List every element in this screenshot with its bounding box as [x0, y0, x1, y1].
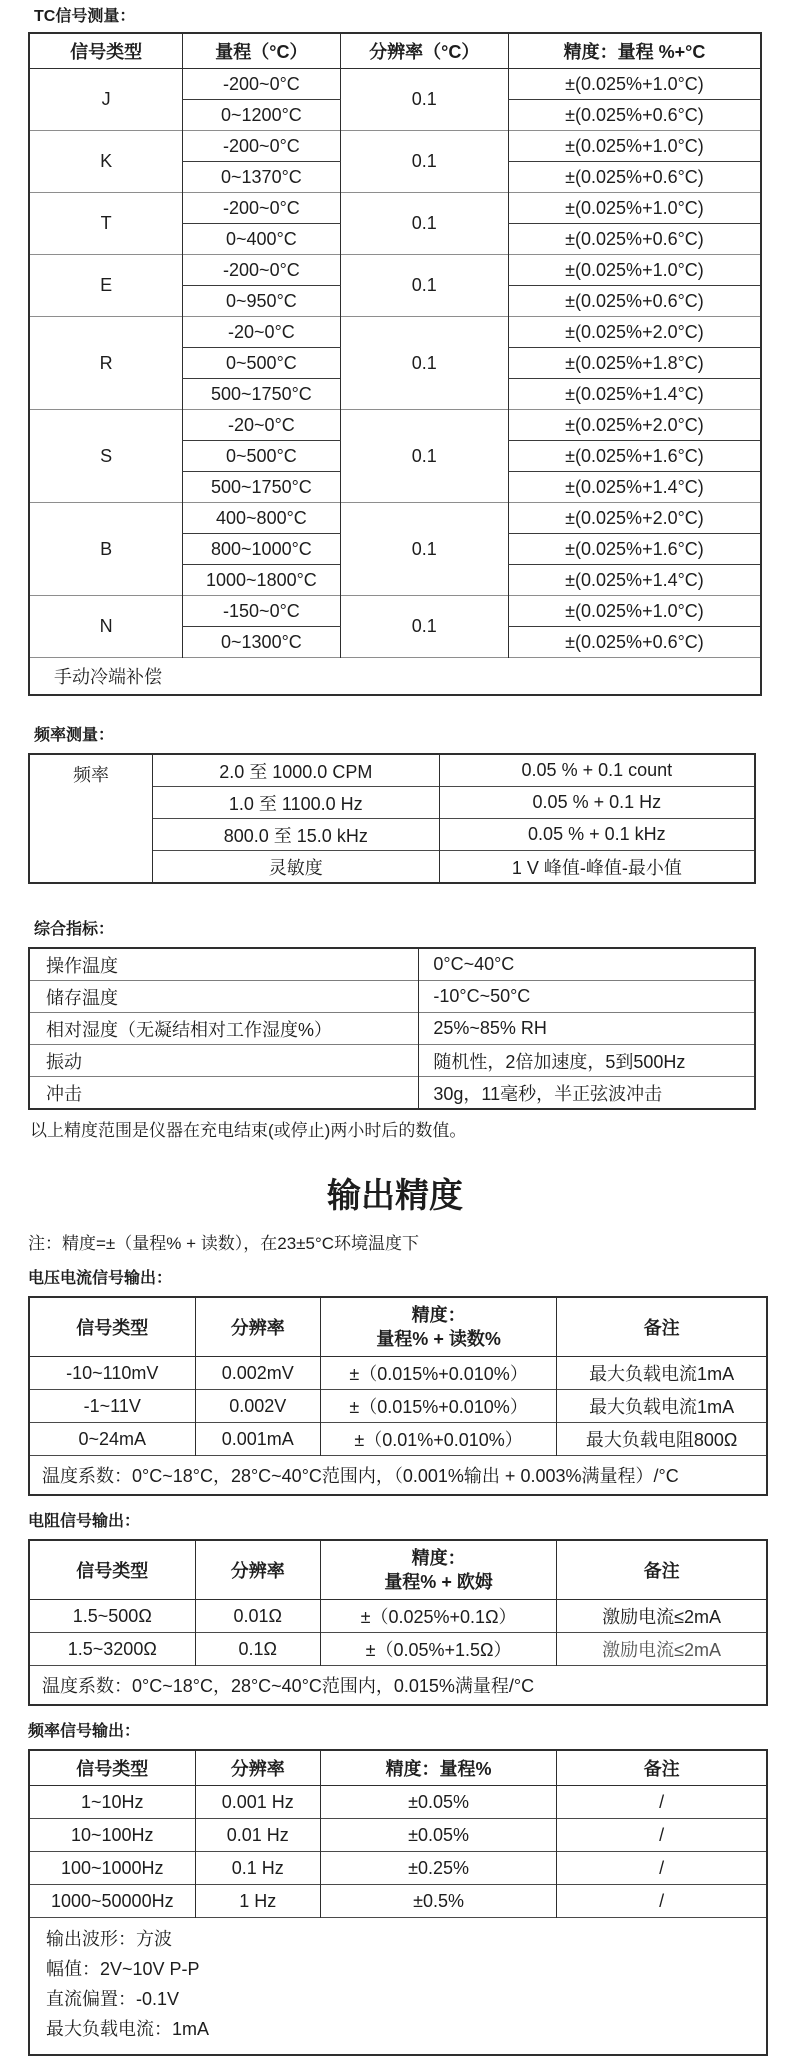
tc-range-cell: 0~500°C	[183, 441, 340, 472]
tc-range-cell: -200~0°C	[183, 255, 340, 286]
freq-accuracy-cell: 0.05 % + 0.1 count	[439, 754, 755, 787]
tc-accuracy-cell: ±(0.025%+1.0°C)	[508, 69, 761, 100]
fout-remark-cell: /	[557, 1819, 767, 1852]
tc-accuracy-cell: ±(0.025%+0.6°C)	[508, 286, 761, 317]
tc-accuracy-cell: ±(0.025%+1.0°C)	[508, 193, 761, 224]
resistance-header-accuracy-line1: 精度：	[411, 1548, 466, 1568]
table-row	[29, 1045, 755, 1077]
table-row	[29, 1390, 767, 1423]
vi-type-cell: -1~11V	[29, 1390, 195, 1423]
tc-header-resolution: 分辨率（°C）	[340, 33, 508, 69]
tc-resolution-cell: 0.1	[340, 317, 508, 410]
tc-range-cell: 500~1750°C	[183, 379, 340, 410]
resistance-resolution-cell: 0.1Ω	[195, 1633, 320, 1666]
tc-accuracy-cell: ±(0.025%+0.6°C)	[508, 224, 761, 255]
tc-header-type: 信号类型	[29, 33, 183, 69]
fout-footer-cell	[29, 1918, 767, 2056]
fout-type-cell: 100~1000Hz	[29, 1852, 195, 1885]
tc-accuracy-cell: ±(0.025%+1.4°C)	[508, 379, 761, 410]
table-row	[29, 503, 761, 534]
fout-accuracy-cell: ±0.05%	[321, 1786, 557, 1819]
freq-range-cell: 灵敏度	[152, 851, 439, 884]
freq-section-label: 频率测量：	[34, 727, 115, 744]
tc-header-range: 量程（°C）	[183, 33, 340, 69]
fout-header-type: 信号类型	[29, 1750, 195, 1786]
resistance-header-resolution: 分辨率	[195, 1540, 320, 1600]
fout-type-cell: 10~100Hz	[29, 1819, 195, 1852]
table-row	[29, 410, 761, 441]
freq-output-section-label: 频率信号输出：	[28, 1723, 141, 1740]
freq-accuracy-cell: 1 V 峰值-峰值-最小值	[439, 851, 755, 884]
fout-type-cell: 1000~50000Hz	[29, 1885, 195, 1918]
tc-type-cell: B	[29, 503, 183, 596]
fout-footer-line: 最大负载电流：1mA	[46, 2019, 210, 2039]
tc-header-row	[29, 33, 761, 69]
page-title: 输出精度	[327, 1177, 463, 1215]
table-row	[29, 658, 761, 696]
tc-accuracy-cell: ±(0.025%+2.0°C)	[508, 503, 761, 534]
vi-header-accuracy	[321, 1297, 557, 1357]
tc-accuracy-cell: ±(0.025%+0.6°C)	[508, 162, 761, 193]
tc-resolution-cell: 0.1	[340, 69, 508, 131]
tc-type-cell: J	[101, 89, 111, 109]
table-row	[29, 1885, 767, 1918]
tc-accuracy-cell: ±(0.025%+1.6°C)	[508, 441, 761, 472]
tc-range-cell: -200~0°C	[183, 131, 340, 162]
resistance-header-accuracy-line2: 量程% + 欧姆	[384, 1572, 493, 1592]
freq-range-cell: 1.0 至 1100.0 Hz	[152, 787, 439, 819]
resistance-remark-cell: 激励电流≤2mA	[557, 1600, 767, 1633]
tc-range-cell: 0~1200°C	[183, 100, 340, 131]
tc-range-cell: 1000~1800°C	[183, 565, 340, 596]
table-row	[29, 1633, 767, 1666]
vi-resolution-cell: 0.001mA	[195, 1423, 320, 1456]
vi-footer-cell: 温度系数：0°C~18°C，28°C~40°C范围内，（0.001%输出 + 0.003%满量程）/°C	[29, 1456, 767, 1496]
vi-header-accuracy-line1: 精度：	[411, 1305, 466, 1325]
vi-accuracy-cell: ±（0.015%+0.010%）	[321, 1390, 557, 1423]
tc-type-cell: T	[29, 193, 183, 255]
tc-range-cell: -20~0°C	[183, 410, 340, 441]
vi-type-cell: 0~24mA	[29, 1423, 195, 1456]
tc-resolution-cell: 0.1	[340, 255, 508, 317]
tc-section-label: TC信号测量：	[34, 8, 136, 25]
fout-resolution-cell: 0.001 Hz	[195, 1786, 320, 1819]
tc-range-cell: 0~400°C	[183, 224, 340, 255]
tc-header-accuracy: 精度：量程 %+°C	[508, 33, 761, 69]
fout-remark-cell: /	[557, 1786, 767, 1819]
resistance-header-type: 信号类型	[29, 1540, 195, 1600]
tc-type-cell: R	[29, 317, 183, 410]
table-row	[29, 1786, 767, 1819]
freq-type-cell: 频率	[72, 765, 109, 785]
table-row	[29, 317, 761, 348]
tc-type-cell: S	[29, 410, 183, 503]
tc-accuracy-cell: ±(0.025%+2.0°C)	[508, 317, 761, 348]
table-row	[29, 1819, 767, 1852]
general-specs-table	[28, 947, 756, 1110]
vi-type-cell: -10~110mV	[66, 1362, 159, 1383]
tc-resolution-cell: 0.1	[340, 410, 508, 503]
tc-accuracy-cell: ±(0.025%+1.8°C)	[508, 348, 761, 379]
freq-accuracy-cell: 0.05 % + 0.1 kHz	[439, 819, 755, 851]
table-row	[29, 754, 755, 787]
table-header-row	[29, 1297, 767, 1357]
fout-footer-line: 输出波形：方波	[46, 1929, 172, 1949]
freq-accuracy-cell: 0.05 % + 0.1 Hz	[439, 787, 755, 819]
tc-range-cell: 0~500°C	[183, 348, 340, 379]
voltage-current-output-table	[28, 1296, 768, 1496]
general-value-cell: 30g，11毫秒，半正弦波冲击	[419, 1077, 755, 1110]
fout-resolution-cell: 0.1 Hz	[195, 1852, 320, 1885]
fout-header-remark: 备注	[557, 1750, 767, 1786]
vi-resolution-cell: 0.002mV	[195, 1357, 320, 1390]
general-value-cell: -10°C~50°C	[419, 981, 755, 1013]
vi-remark-cell: 最大负载电阻800Ω	[557, 1423, 767, 1456]
general-value-cell: 0°C~40°C	[419, 948, 755, 981]
general-key-cell: 振动	[29, 1045, 419, 1077]
tc-range-cell: -200~0°C	[183, 193, 340, 224]
resistance-header-remark: 备注	[557, 1540, 767, 1600]
tc-resolution-cell: 0.1	[340, 193, 508, 255]
table-row	[29, 1456, 767, 1496]
table-row	[29, 69, 761, 100]
output-accuracy-note: 注：精度=±（量程% + 读数），在23±5°C环境温度下	[28, 1234, 420, 1253]
vi-header-remark: 备注	[557, 1297, 767, 1357]
vi-resolution-cell: 0.002V	[195, 1390, 320, 1423]
freq-range-cell: 2.0 至 1000.0 CPM	[152, 754, 439, 787]
tc-resolution-cell: 0.1	[340, 131, 508, 193]
table-row	[29, 981, 755, 1013]
tc-accuracy-cell: ±(0.025%+1.0°C)	[508, 255, 761, 286]
general-section-label: 综合指标：	[34, 921, 115, 938]
table-row	[29, 1077, 755, 1110]
table-row	[29, 131, 761, 162]
resistance-type-cell: 1.5~500Ω	[72, 1605, 152, 1626]
table-row	[29, 1013, 755, 1045]
resistance-header-accuracy	[321, 1540, 557, 1600]
fout-type-cell: 1~10Hz	[81, 1791, 144, 1812]
tc-range-cell: 0~950°C	[183, 286, 340, 317]
fout-accuracy-cell: ±0.05%	[321, 1819, 557, 1852]
tc-type-cell: N	[29, 596, 183, 658]
table-row	[29, 193, 761, 224]
tc-range-cell: 0~1300°C	[183, 627, 340, 658]
tc-accuracy-cell: ±(0.025%+0.6°C)	[508, 100, 761, 131]
tc-accuracy-cell: ±(0.025%+2.0°C)	[508, 410, 761, 441]
tc-range-cell: 500~1750°C	[183, 472, 340, 503]
resistance-resolution-cell: 0.01Ω	[195, 1600, 320, 1633]
table-row	[29, 1423, 767, 1456]
resistance-section-label: 电阻信号输出：	[28, 1513, 141, 1530]
vi-section-label: 电压电流信号输出：	[28, 1270, 173, 1287]
resistance-output-table	[28, 1539, 768, 1706]
tc-footer-cell: 手动冷端补偿	[29, 658, 761, 696]
tc-accuracy-cell: ±(0.025%+1.0°C)	[508, 131, 761, 162]
tc-range-cell: -20~0°C	[183, 317, 340, 348]
resistance-remark-cell: 激励电流≤2mA	[557, 1633, 767, 1666]
tc-range-cell: 400~800°C	[183, 503, 340, 534]
fout-resolution-cell: 1 Hz	[195, 1885, 320, 1918]
frequency-output-table	[28, 1749, 768, 2056]
table-header-row	[29, 1540, 767, 1600]
vi-remark-cell: 最大负载电流1mA	[557, 1357, 767, 1390]
tc-range-cell: -150~0°C	[183, 596, 340, 627]
general-key-cell: 相对湿度（无凝结相对工作湿度%）	[29, 1013, 419, 1045]
vi-accuracy-cell: ±（0.01%+0.010%）	[321, 1423, 557, 1456]
tc-accuracy-cell: ±(0.025%+1.4°C)	[508, 472, 761, 503]
tc-range-cell: -200~0°C	[183, 69, 340, 100]
tc-range-cell: 800~1000°C	[183, 534, 340, 565]
tc-resolution-cell: 0.1	[340, 503, 508, 596]
frequency-measurement-table	[28, 753, 756, 884]
fout-resolution-cell: 0.01 Hz	[195, 1819, 320, 1852]
vi-header-accuracy-line2: 量程% + 读数%	[376, 1329, 501, 1349]
accuracy-note: 以上精度范围是仪器在充电结束(或停止)两小时后的数值。	[30, 1121, 467, 1140]
vi-header-resolution: 分辨率	[195, 1297, 320, 1357]
tc-resolution-cell: 0.1	[340, 596, 508, 658]
table-row	[29, 1600, 767, 1633]
fout-header-resolution: 分辨率	[195, 1750, 320, 1786]
general-key-cell: 储存温度	[29, 981, 419, 1013]
tc-measurement-table	[28, 32, 762, 696]
table-row	[29, 1852, 767, 1885]
fout-remark-cell: /	[557, 1885, 767, 1918]
fout-accuracy-cell: ±0.5%	[321, 1885, 557, 1918]
freq-range-cell: 800.0 至 15.0 kHz	[152, 819, 439, 851]
table-row	[29, 948, 755, 981]
general-key-cell: 冲击	[29, 1077, 419, 1110]
fout-remark-cell: /	[557, 1852, 767, 1885]
tc-accuracy-cell: ±(0.025%+0.6°C)	[508, 627, 761, 658]
general-value-cell: 25%~85% RH	[419, 1013, 755, 1045]
fout-header-accuracy: 精度：量程%	[321, 1750, 557, 1786]
tc-type-cell: E	[29, 255, 183, 317]
tc-range-cell: 0~1370°C	[183, 162, 340, 193]
table-row	[29, 1918, 767, 2056]
fout-footer-line: 幅值：2V~10V P-P	[46, 1959, 200, 1979]
tc-accuracy-cell: ±(0.025%+1.6°C)	[508, 534, 761, 565]
tc-accuracy-cell: ±(0.025%+1.4°C)	[508, 565, 761, 596]
vi-header-type: 信号类型	[29, 1297, 195, 1357]
tc-accuracy-cell: ±(0.025%+1.0°C)	[508, 596, 761, 627]
general-value-cell: 随机性，2倍加速度，5到500Hz	[419, 1045, 755, 1077]
fout-accuracy-cell: ±0.25%	[321, 1852, 557, 1885]
table-row	[29, 255, 761, 286]
vi-remark-cell: 最大负载电流1mA	[557, 1390, 767, 1423]
table-header-row	[29, 1750, 767, 1786]
resistance-type-cell: 1.5~3200Ω	[29, 1633, 195, 1666]
tc-type-cell: K	[29, 131, 183, 193]
table-row	[29, 596, 761, 627]
vi-accuracy-cell: ±（0.015%+0.010%）	[321, 1357, 557, 1390]
resistance-accuracy-cell: ±（0.025%+0.1Ω）	[321, 1600, 557, 1633]
fout-footer-line: 直流偏置：-0.1V	[46, 1989, 180, 2009]
general-key-cell: 操作温度	[46, 955, 118, 976]
resistance-accuracy-cell: ±（0.05%+1.5Ω）	[321, 1633, 557, 1666]
resistance-footer-cell: 温度系数：0°C~18°C，28°C~40°C范围内，0.015%满量程/°C	[29, 1666, 767, 1706]
table-row	[29, 1666, 767, 1706]
table-row	[29, 1357, 767, 1390]
